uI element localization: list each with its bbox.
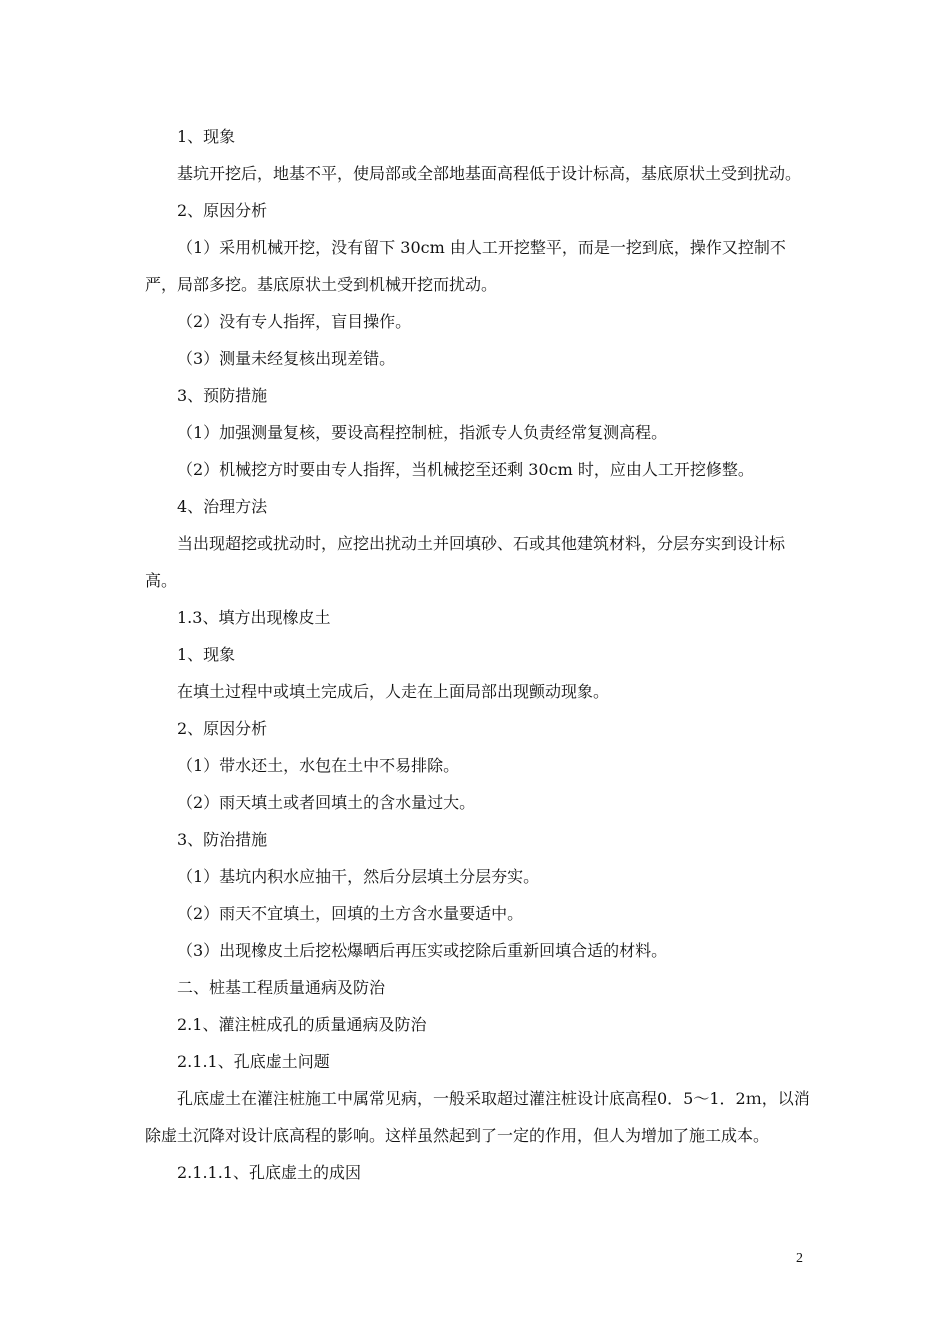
subheading-prevention: 3、防治措施: [177, 830, 268, 849]
page-number: 2: [796, 1251, 803, 1266]
body-paragraph: 孔底虚土在灌注桩施工中属常见病，一般采取超过灌注桩设计底高程0．5～1．2ｍ，以消除虚土沉降对设计底高程的影响。这样虽然起到了一定的作用，但人为增加了施工成本。: [145, 1089, 810, 1145]
chapter-heading: 二、桩基工程质量通病及防治: [177, 978, 386, 997]
list-item: （2）没有专人指挥，盲目操作。: [177, 312, 412, 331]
subsubsection-heading: 2.1.1.1、孔底虚土的成因: [177, 1163, 361, 1182]
list-item: （1）基坑内积水应抽干，然后分层填土分层夯实。: [177, 867, 540, 886]
section-heading: 2.1、灌注桩成孔的质量通病及防治: [177, 1015, 427, 1034]
section-heading: 1.3、填方出现橡皮土: [177, 608, 331, 627]
list-item: （3）测量未经复核出现差错。: [177, 349, 396, 368]
list-item: （2）雨天不宜填土，回填的土方含水量要适中。: [177, 904, 524, 923]
list-item: （2）机械挖方时要由专人指挥，当机械挖至还剩 30cm 时，应由人工开挖修整。: [177, 460, 754, 479]
subheading-treatment: 4、治理方法: [177, 497, 268, 516]
page-body: [145, 118, 810, 1191]
subheading-cause-analysis: 2、原因分析: [177, 719, 268, 738]
body-paragraph: 当出现超挖或扰动时，应挖出扰动土并回填砂、石或其他建筑材料，分层夯实到设计标高。: [145, 534, 786, 590]
subheading-phenomenon: 1、现象: [177, 127, 236, 146]
subheading-prevention: 3、预防措施: [177, 386, 268, 405]
subheading-cause-analysis: 2、原因分析: [177, 201, 268, 220]
list-item: （1）加强测量复核，要设高程控制桩，指派专人负责经常复测高程。: [177, 423, 668, 442]
list-item: （1）采用机械开挖，没有留下 30cm 由人工开挖整平，而是一挖到底，操作又控制不严，局部多挖。基底原状土受到机械开挖而扰动。: [145, 238, 786, 294]
subsection-heading: 2.1.1、孔底虚土问题: [177, 1052, 330, 1071]
body-paragraph: 在填土过程中或填土完成后，人走在上面局部出现颤动现象。: [177, 682, 610, 701]
list-item: （1）带水还土，水包在土中不易排除。: [177, 756, 460, 775]
subheading-phenomenon: 1、现象: [177, 645, 236, 664]
list-item: （2）雨天填土或者回填土的含水量过大。: [177, 793, 476, 812]
body-paragraph: 基坑开挖后，地基不平，使局部或全部地基面高程低于设计标高，基底原状土受到扰动。: [177, 164, 802, 183]
list-item: （3）出现橡皮土后挖松爆晒后再压实或挖除后重新回填合适的材料。: [177, 941, 668, 960]
